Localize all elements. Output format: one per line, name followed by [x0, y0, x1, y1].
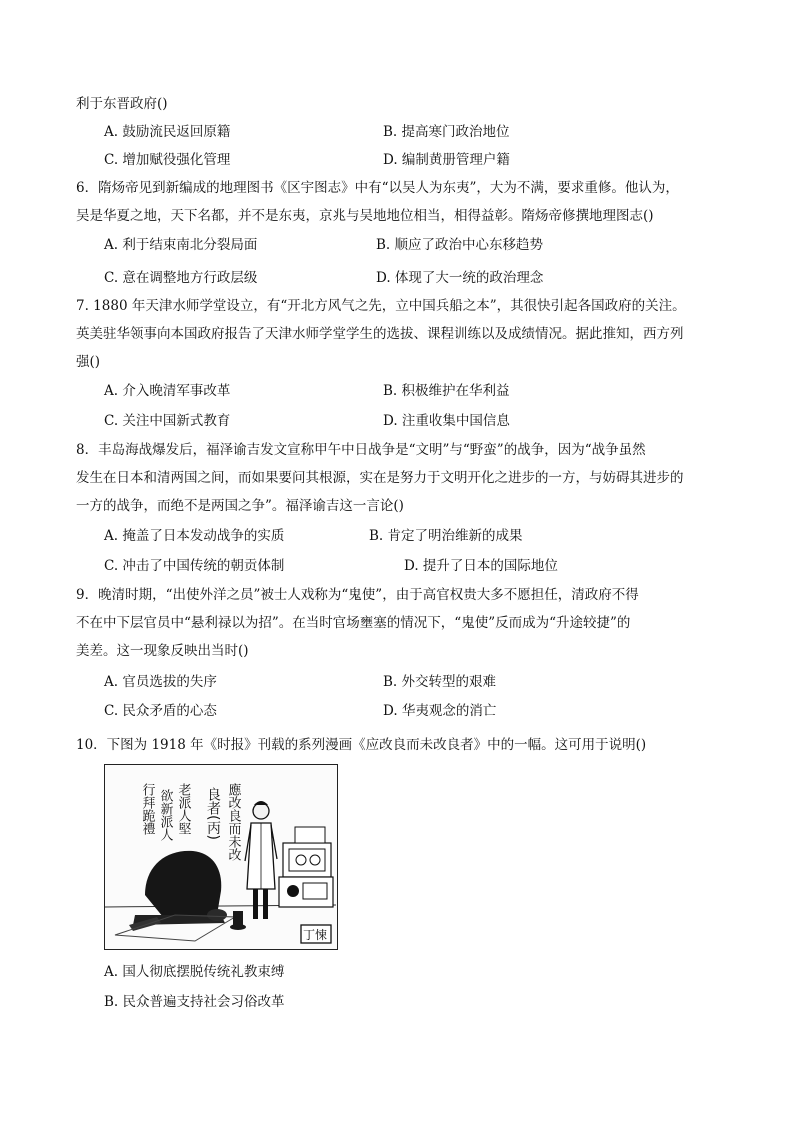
q8-option-c[interactable]: C. 冲击了中国传统的朝贡体制: [104, 558, 285, 574]
q6-option-a[interactable]: A. 利于结束南北分裂局面: [104, 237, 258, 253]
question-continuation: 利于东晋政府(): [76, 96, 168, 112]
kneeling-figure: [115, 851, 235, 941]
q6-option-d[interactable]: D. 体现了大一统的政治理念: [376, 270, 544, 286]
q6-option-c[interactable]: C. 意在调整地方行政层级: [104, 270, 258, 286]
q5-option-d[interactable]: D. 编制黄册管理户籍: [383, 152, 510, 168]
cartoon-figure: [104, 764, 338, 950]
q8-stem-line-2: 发生在日本和清两国之间，而如果要问其根源，实在是努力于文明开化之进步的一方，与妨碍其进步的: [76, 470, 684, 486]
q7-option-b[interactable]: B. 积极维护在华利益: [383, 383, 510, 399]
q8-stem-line-3: 一方的战争，而绝不是两国之争”。福泽谕吉这一言论(): [76, 498, 404, 514]
q10-stem-line-1: 10．下图为 1918 年《时报》刊载的系列漫画《应改良而未改良者》中的一幅。这可用于说明(): [76, 737, 647, 753]
q8-option-d[interactable]: D. 提升了日本的国际地位: [404, 558, 558, 574]
q7-option-c[interactable]: C. 关注中国新式教育: [104, 413, 231, 429]
q10-option-a[interactable]: A. 国人彻底摆脱传统礼教束缚: [104, 964, 285, 980]
q9-stem-line-1: 9．晚清时期，“出使外洋之员”被士人戏称为“鬼使”，由于高官权贵大多不愿担任，清政府不得: [76, 587, 639, 603]
q6-option-b[interactable]: B. 顺应了政治中心东移趋势: [376, 237, 544, 253]
cartoon-caption-col-4: 欲新派人: [157, 789, 173, 841]
q8-stem-line-1: 8．丰岛海战爆发后，福泽谕吉发文宣称甲午中日战争是“文明”与“野蛮”的战争，因为“战争虽然: [76, 442, 646, 458]
standing-figure: [245, 801, 277, 919]
q7-stem-line-3: 强(): [76, 354, 101, 370]
cartoon-caption-col-2: 良者(丙): [205, 787, 221, 840]
q7-option-d[interactable]: D. 注重收集中国信息: [383, 413, 510, 429]
q5-option-c[interactable]: C. 增加赋役强化管理: [104, 152, 231, 168]
q8-option-a[interactable]: A. 掩盖了日本发动战争的实质: [104, 528, 285, 544]
q6-stem-line-2: 吴是华夏之地，天下名都，并不是东夷，京兆与吴地地位相当，相得益彰。隋炀帝修撰地理图志(): [76, 208, 654, 224]
q7-option-a[interactable]: A. 介入晚清军事改革: [104, 383, 231, 399]
q10-option-b[interactable]: B. 民众普遍支持社会习俗改革: [104, 994, 285, 1010]
cartoon-caption-col-1: 應改良而未改: [225, 783, 241, 861]
altar-table: [279, 827, 333, 907]
q7-stem-line-1: 7. 1880 年天津水师学堂设立，有“开北方风气之先，立中国兵船之本”，其很快引起各国政府的关注。: [76, 298, 686, 314]
hat-icon: [230, 911, 246, 930]
q9-stem-line-2: 不在中下层官员中“悬利禄以为招”。在当时官场壅塞的情况下，“鬼使”反而成为“升途较捷”的: [76, 615, 631, 631]
cartoon-drawing: [105, 765, 336, 948]
cartoon-caption-col-3: 老派人堅: [175, 783, 191, 835]
q9-option-c[interactable]: C. 民众矛盾的心态: [104, 703, 217, 719]
cartoon-signature: 丁悚: [303, 928, 328, 942]
q8-option-b[interactable]: B. 肯定了明治维新的成果: [369, 528, 523, 544]
q7-stem-line-2: 英美驻华领事向本国政府报告了天津水师学堂学生的选拔、课程训练以及成绩情况。据此推知，西方列: [76, 326, 684, 342]
q9-option-a[interactable]: A. 官员选拔的失序: [104, 674, 217, 690]
q9-stem-line-3: 美差。这一现象反映出当时(): [76, 643, 249, 659]
q5-option-b[interactable]: B. 提高寒门政治地位: [383, 124, 510, 140]
cartoon-caption-col-5: 行拜跪禮: [139, 783, 155, 835]
q9-option-d[interactable]: D. 华夷观念的消亡: [383, 703, 497, 719]
q9-option-b[interactable]: B. 外交转型的艰难: [383, 674, 497, 690]
q6-stem-line-1: 6．隋炀帝见到新编成的地理图书《区宇图志》中有“以吴人为东夷”，大为不满，要求重修。他认为，: [76, 180, 679, 196]
q5-option-a[interactable]: A. 鼓励流民返回原籍: [104, 124, 231, 140]
